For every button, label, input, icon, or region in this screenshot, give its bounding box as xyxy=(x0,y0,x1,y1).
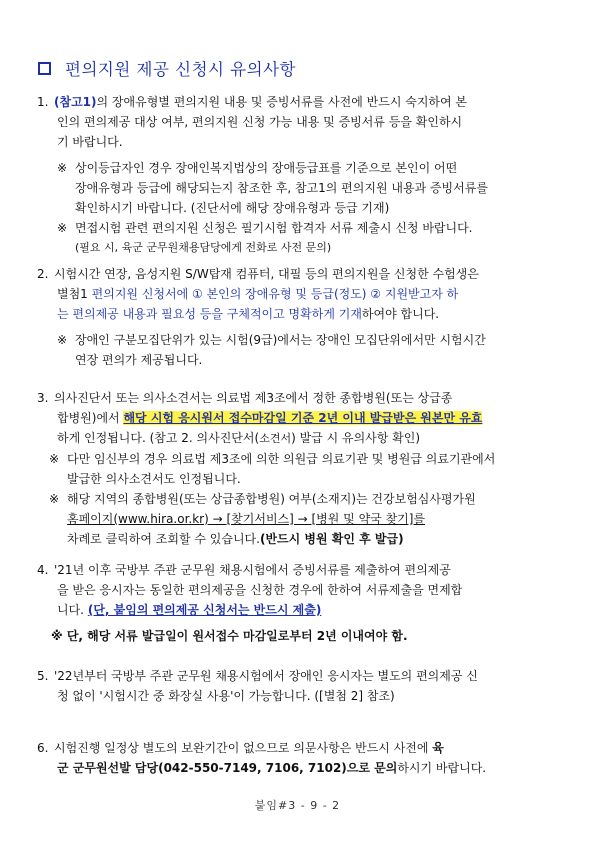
note-text: 차례로 클릭하여 조회할 수 있습니다. xyxy=(67,532,260,546)
item-5 xyxy=(37,666,559,706)
note-text: (필요 시, 육군 군무원채용담당에게 전화로 사전 문의) xyxy=(75,241,332,254)
item-text: 기 바랍니다. xyxy=(57,135,123,149)
note-text: 확인하시기 바랍니다. (진단서에 해당 장애유형과 등급 기재) xyxy=(75,201,390,215)
note-text: 발급한 의사소견서도 인정됩니다. xyxy=(67,472,241,486)
highlighted-validity-text: 해당 시험 응시원서 접수마감일 기준 2년 이내 발급받은 원본만 유효 xyxy=(123,411,483,425)
contact-emphasis: 육 xyxy=(432,741,444,755)
item-text: 니다. xyxy=(57,603,88,617)
reference-1: (참고1) xyxy=(54,95,97,109)
item-text: 별첨1 xyxy=(57,287,92,301)
note xyxy=(37,449,559,469)
item-text: ) 발급 시 유의사항 확인) xyxy=(291,431,421,445)
item-text: 청 없이 '시험시간 중 화장실 사용'이 가능합니다. ([별첨 2] 참조) xyxy=(57,689,395,703)
item-2 xyxy=(37,264,559,370)
contact-emphasis: 군 군무원선발 담당(042-550-7149, 7106, 7102)으로 문의 xyxy=(57,761,398,775)
item-text: 을 받은 응시자는 동일한 편의제공을 신청한 경우에 한하여 서류제출을 면제합 xyxy=(57,583,463,597)
item-text: 의사진단서 또는 의사소견서는 의료법 제3조에서 정한 종합병원(또는 상급종 xyxy=(54,391,453,405)
item-3 xyxy=(37,388,559,549)
highlight-blue-text: 편의지원 신청서에 ① 본인의 장애유형 및 등급(정도) ② 지원받고자 하 xyxy=(91,287,459,301)
item-text: 소견서 xyxy=(259,432,292,445)
highlight-blue-text: 는 편의제공 내용과 필요성 등을 구체적이고 명확하게 기재 xyxy=(57,307,362,321)
checkbox-square-icon xyxy=(38,62,51,75)
item-text: 시험진행 일정상 별도의 보완기간이 없으므로 의문사항은 반드시 사전에 xyxy=(54,741,433,755)
item-text: 의 장애유형별 편의지원 내용 및 증빙서류를 사전에 반드시 숙지하여 본 xyxy=(96,95,468,109)
note xyxy=(37,330,559,350)
note-emphasis: (반드시 병원 확인 후 발급) xyxy=(259,532,404,546)
page-footer: 붙임#3 - 9 - 2 xyxy=(254,799,341,812)
note xyxy=(37,218,559,238)
hira-link-text: 홈페이지(www.hira.or.kr) → [찾기서비스] → [병원 및 약국 찾기]를 xyxy=(67,512,426,526)
item-number: 2. xyxy=(37,267,49,281)
item-number: 3. xyxy=(37,391,49,405)
note-mark: ※ xyxy=(57,221,68,235)
note-mark: ※ xyxy=(49,452,60,466)
item-text: 합병원)에서 xyxy=(57,411,124,425)
note-text: 연장 편의가 제공됩니다. xyxy=(75,353,203,367)
item-4 xyxy=(37,560,559,646)
note-mark: ※ xyxy=(57,161,68,175)
note-text: 면접시험 관련 편의지원 신청은 필기시험 합격자 서류 제출시 신청 바랍니다. xyxy=(75,221,473,235)
item-text: 하게 인정됩니다. (참고 2. 의사진단서( xyxy=(57,431,260,445)
note xyxy=(37,489,559,509)
note xyxy=(37,158,559,178)
item-text: '21년 이후 국방부 주관 군무원 채용시험에서 증빙서류를 제출하여 편의제공 xyxy=(54,563,451,577)
item-text: '22년부터 국방부 주관 군무원 채용시험에서 장애인 응시자는 별도의 편의제공 신 xyxy=(54,669,478,683)
item-6 xyxy=(37,738,559,778)
note-mark: ※ xyxy=(57,333,68,347)
item-number: 5. xyxy=(37,669,49,683)
note-text: 상이등급자인 경우 장애인복지법상의 장애등급표를 기준으로 본인이 어떤 xyxy=(75,161,458,175)
item-number: 4. xyxy=(37,563,49,577)
note-mark: ※ xyxy=(49,492,60,506)
item-number: 1. xyxy=(37,95,49,109)
note-text: 해당 지역의 종합병원(또는 상급종합병원) 여부(소재지)는 건강보험심사평가원 xyxy=(67,492,476,506)
note-text: 장애유형과 등급에 해당되는지 참조한 후, 참고1의 편의지원 내용과 증빙서류를 xyxy=(75,181,488,195)
section-title xyxy=(38,56,296,80)
item-text: 인의 편의제공 대상 여부, 편의지원 신청 가능 내용 및 증빙서류 등을 확인하시 xyxy=(57,115,463,129)
item-text: 시험시간 연장, 음성지원 S/W탑재 컴퓨터, 대필 등의 편의지원을 신청한 수험생은 xyxy=(54,267,479,281)
note-text: 다만 임신부의 경우 의료법 제3조에 의한 의원급 의료기관 및 병원급 의료기관에서 xyxy=(67,452,496,466)
item-text: 하여야 합니다. xyxy=(361,307,440,321)
item-number: 6. xyxy=(37,741,49,755)
note-emphasis: ※ 단, 해당 서류 발급일이 원서접수 마감일로부터 2년 이내여야 함. xyxy=(51,629,408,643)
emphasis-blue-text: (단, 붙임의 편의제공 신청서는 반드시 제출) xyxy=(87,603,322,617)
title-text: 편의지원 제공 신청시 유의사항 xyxy=(65,60,296,79)
note-text: 장애인 구분모집단위가 있는 시험(9급)에서는 장애인 모집단위에서만 시험시간 xyxy=(75,333,486,347)
item-1 xyxy=(37,92,559,258)
item-text: 하시기 바랍니다. xyxy=(397,761,487,775)
